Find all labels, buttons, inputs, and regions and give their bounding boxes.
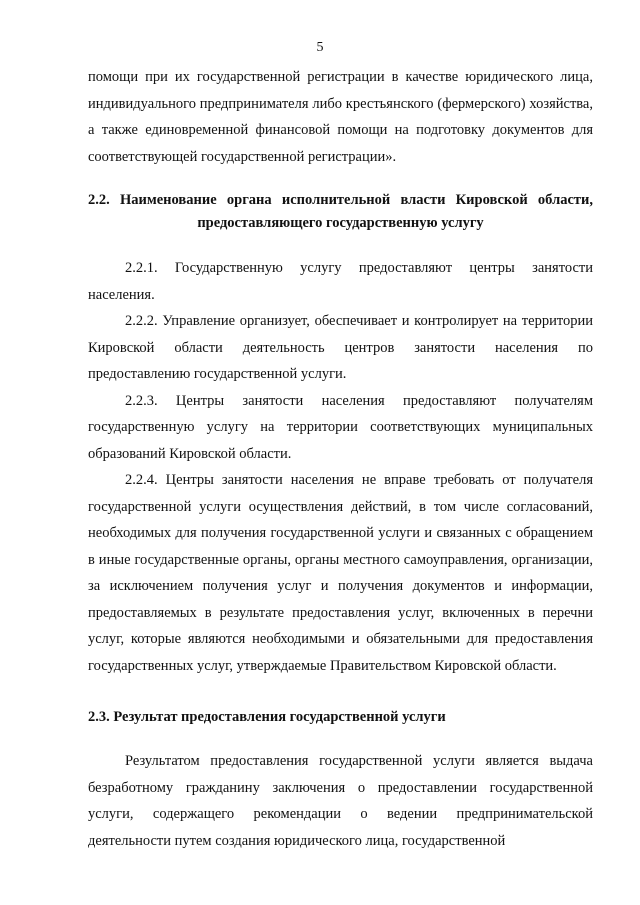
paragraph-2-2-1: 2.2.1. Государственную услугу предоставляют центры занятости населения. — [88, 260, 593, 303]
document-body — [88, 64, 593, 854]
section-heading-2-2: 2.2. Наименование органа исполнительной власти Кировской области, предоставляющего государственную услугу — [88, 192, 593, 231]
paragraph-2-2-4: 2.2.4. Центры занятости населения не вправе требовать от получателя государственной услуги осуществления действий, в том числе согласований, необходимых для получения государственной услуги и связанных с обращением в иные государственные органы, органы местного самоуправления, организации, за исключением получения услуг и получения документов и информации, предоставляемых в результате предоставления услуг, включенных в перечни услуг, которые являются необходимыми и обязательными для предоставления государственных услуг, утверждаемые Правительством Кировской области. — [88, 472, 593, 674]
paragraph-continuation: помощи при их государственной регистрации в качестве юридического лица, индивидуального предпринимателя либо крестьянского (фермерского) хозяйства, а также единовременной финансовой помощи на подготовку документов для соответствующей государственной регистрации». — [88, 69, 593, 165]
paragraph-result: Результатом предоставления государственной услуги является выдача безработному гражданину заключения о предоставлении государственной услуги, содержащего рекомендации о ведении предпринимательской деятельности путем создания юридического лица, государственной — [88, 753, 593, 849]
section-heading-2-3: 2.3. Результат предоставления государственной услуги — [88, 709, 446, 725]
paragraph-2-2-2: 2.2.2. Управление организует, обеспечивает и контролирует на территории Кировской области деятельность центров занятости населения по предоставлению государственной услуги. — [88, 313, 593, 382]
page-number: 5 — [316, 40, 324, 55]
paragraph-2-2-3: 2.2.3. Центры занятости населения предоставляют получателям государственную услугу на территории соответствующих муниципальных образований Кировской области. — [88, 392, 593, 462]
